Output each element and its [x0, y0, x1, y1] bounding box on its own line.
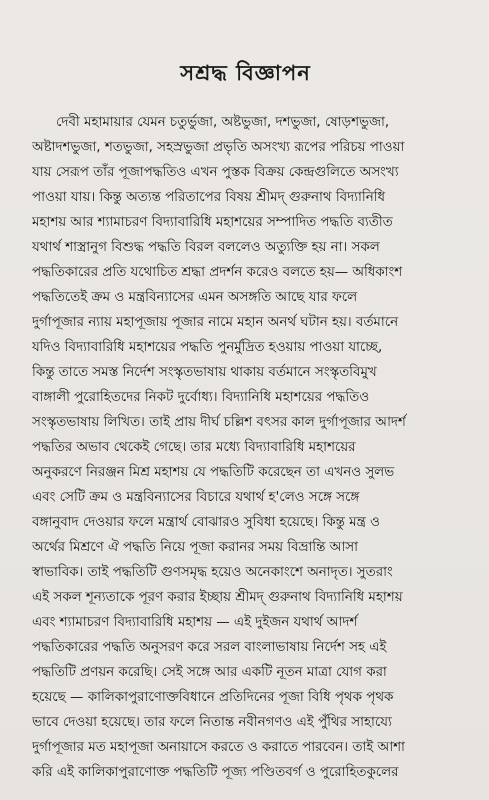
- text-line: বাঙ্গালী পুরোহিতদের নিকট দুর্বোধ্য। বিদ্যানিধি মহাশয়ের পদ্ধতিও: [32, 390, 370, 405]
- text-line: কিন্তু তাতে সমস্ত নির্দেশ সংস্কৃতভাষায় থাকায় বর্তমানে সংস্কৃতবিমুখ: [32, 365, 377, 380]
- text-line: অষ্টাদশভুজা, শতভুজা, সহস্রভুজা প্রভৃতি অসংখ্য রূপের পরিচয় পাওয়া: [32, 140, 405, 155]
- text-line: হয়েছে — কালিকাপুরাণোক্তবিধানে প্রতিদিনের পূজা বিধি পৃথক পৃথক: [32, 690, 394, 705]
- text-line: সংস্কৃতভাষায় লিখিত। তাই প্রায় দীর্ঘ চল্লিশ বৎসর কাল দুর্গাপূজার আদর্শ: [32, 415, 406, 430]
- text-line: এবং সেটি ক্রম ও মন্ত্রবিন্যাসের বিচারে যথার্থ হ'লেও সঙ্গে সঙ্গে: [32, 490, 360, 505]
- text-line: পদ্ধতির অভাব থেকেই গেছে। তার মধ্যে বিদ্যাবারিধি মহাশয়ের: [32, 440, 356, 455]
- text-line: পাওয়া যায়। কিন্তু অত্যন্ত পরিতাপের বিষয় শ্রীমদ্ গুরুনাথ বিদ্যানিধি: [32, 190, 386, 205]
- text-line: যায় সেরূপ তাঁর পূজাপদ্ধতিও এখন পুস্তক বিক্রয় কেন্দ্রগুলিতে অসংখ্য: [32, 165, 399, 180]
- text-line: পদ্ধতিকারের পদ্ধতি অনুসরণ করে সরল বাংলাভাষায় নির্দেশ সহ এই: [32, 640, 387, 655]
- text-line: দুর্গাপূজার ন্যায় মহাপূজায় পূজার নামে মহান অনর্থ ঘটান হয়। বর্তমানে: [32, 315, 399, 330]
- text-line: অনুকরণে নিরঞ্জন মিশ্র মহাশয় যে পদ্ধতিটি করেছেন তা এখনও সুলভ: [32, 465, 395, 480]
- text-line: স্বাভাবিক। তাই পদ্ধতিটি গুণসমৃদ্ধ হয়েও অনেকাংশে অনাদৃত। সুতরাং: [32, 565, 393, 580]
- text-line: যথার্থ শাস্ত্রানুগ বিশুদ্ধ পদ্ধতি বিরল বললেও অত্যুক্তি হয় না। সকল: [32, 240, 380, 255]
- text-line: পদ্ধতিটি প্রণয়ন করেছি। সেই সঙ্গে আর একটি নূতন মাত্রা যোগ করা: [32, 665, 387, 680]
- text-line: যদিও বিদ্যাবারিধি মহাশয়ের পদ্ধতি পুনর্মুদ্রিত হওয়ায় পাওয়া যাচ্ছে,: [32, 340, 383, 355]
- page-title: সশ্রদ্ধ বিজ্ঞাপন: [180, 61, 311, 85]
- text-line: এবং শ্যামাচরণ বিদ্যাবারিধি মহাশয় — এই দুইজন যথার্থ আদর্শ: [32, 615, 358, 630]
- text-line: দুর্গাপূজার মত মহাপূজা অনায়াসে করতে ও করাতে পারবেন। তাই আশা: [32, 740, 405, 755]
- text-line: ভাবে দেওয়া হয়েছে। তার ফলে নিতান্ত নবীনগণও এই পুঁথির সাহায্যে: [32, 715, 392, 730]
- text-line: বঙ্গানুবাদ দেওয়ার ফলে মন্ত্রার্থ বোঝারও সুবিধা হয়েছে। কিন্তু মন্ত্র ও: [32, 515, 380, 530]
- text-line: মহাশয় আর শ্যামাচরণ বিদ্যাবারিধি মহাশয়ের সম্পাদিত পদ্ধতি ব্যতীত: [32, 215, 393, 230]
- text-line: দেবী মহামায়ার যেমন চতুর্ভুজা, অষ্টভুজা, দশভুজা, ষোড়শভুজা,: [56, 115, 390, 130]
- text-line: অর্থের মিশ্রণে ঐ পদ্ধতি নিয়ে পূজা করানর সময় বিভ্রান্তি আসা: [32, 540, 358, 555]
- body-paragraph: [32, 110, 459, 785]
- text-line: পদ্ধতিকারের প্রতি যথোচিত শ্রদ্ধা প্রদর্শন করেও বলতে হয়— অধিকাংশ: [32, 265, 403, 280]
- text-line: এই সকল শূন্যতাকে পূরণ করার ইচ্ছায় শ্রীমদ্ গুরুনাথ বিদ্যানিধি মহাশয়: [32, 590, 403, 605]
- text-line: পদ্ধতিতেই ক্রম ও মন্ত্রবিন্যাসের এমন অসঙ্গতি আছে যার ফলে: [32, 290, 358, 305]
- text-line: করি এই কালিকাপুরাণোক্ত পদ্ধতিটি পূজ্য পণ্ডিতবর্গ ও পুরোহিতকুলের: [32, 765, 399, 780]
